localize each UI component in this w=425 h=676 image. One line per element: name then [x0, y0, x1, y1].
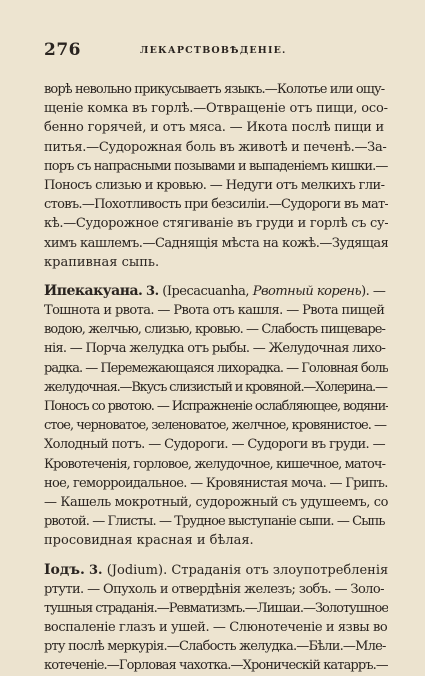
text-line: воспаленіе глазъ и ушей. — Слюнотеченіе и язвы во	[44, 620, 388, 636]
entry-name: Ипекакуана.	[44, 282, 143, 299]
entry-first-line	[44, 282, 388, 301]
entry-latin-name: (Ipecacuanha,	[162, 283, 250, 299]
text-line: рту послѣ меркурія.—Слабость желудка.—Бѣли.—Мле-	[44, 639, 386, 655]
text-line: Холодный потъ. — Судороги. — Судороги въ груди. —	[44, 437, 385, 453]
page-number: 276	[44, 40, 81, 60]
entry-name: Іодъ.	[44, 561, 85, 578]
running-title: ЛЕКАРСТВОВѢДЕНІЕ.	[140, 45, 287, 56]
entry-first-text: (Jodium). Страданія отъ злоупотребленія	[106, 562, 388, 578]
entry-ipecacuanha	[44, 282, 388, 551]
page-body	[44, 80, 388, 676]
entry-russian-name: Рвотный корень	[252, 283, 362, 299]
text-line: химъ кашлемъ.—Саднящія мѣста на кожѣ.—Зудящая	[44, 235, 388, 251]
text-line: ное, геморроидальное. — Кровянистая моча. — Грипъ.	[44, 475, 388, 491]
entry-first-line	[44, 561, 388, 580]
text-line: ворѣ невольно прикусываетъ языкъ.—Колотье или ощу-	[44, 82, 385, 97]
text-line: ртути. — Опухоль и отвердѣнія железъ; зобъ. — Золо-	[44, 581, 384, 597]
text-line: тушныя страданія.—Ревматизмъ.—Лишаи.—Золотушное	[44, 600, 388, 616]
intro-paragraph	[44, 80, 388, 272]
text-line: питья.—Судорожная боль въ животѣ и печенѣ.—За-	[44, 139, 387, 155]
text-line: — Кашель мокротный, судорожный съ удушеемъ, со	[44, 494, 388, 510]
text-line: рвотой. — Глисты. — Трудное выступаніе сыпи. — Сыпь	[44, 514, 385, 530]
text-line: нія. — Порча желудка отъ рыбы. — Желудочная лихо-	[44, 341, 386, 357]
text-line: желудочная.—Вкусъ слизистый и кровяной.—Холерина.—	[44, 379, 387, 395]
text-line: крапивная сыпь.	[44, 254, 160, 270]
entry-dilution: 3.	[146, 283, 159, 299]
text-line: стовъ.—Похотливость при безсиліи.—Судороги въ мат-	[44, 197, 388, 213]
entry-iodine	[44, 561, 388, 676]
page-header	[44, 40, 388, 62]
text-line: Кровотеченія, горловое, желудочное, кишечное, маточ-	[44, 456, 386, 472]
text-line: Тошнота и рвота. — Рвота отъ кашля. — Рвота пищей	[44, 303, 385, 319]
text-line: просовидная красная и бѣлая.	[44, 533, 254, 549]
text-line: Поносъ слизью и кровью. — Недуги отъ мелкихъ гли-	[44, 177, 385, 193]
text-line: Поносъ со рвотою. — Испражненіе ослабляющее, водяни-	[44, 399, 388, 414]
text-line: щеніе комка въ горлѣ.—Отвращеніе отъ пищи, осо-	[44, 101, 388, 117]
text-line: поръ съ напрасными позывами и выпаденіемъ кишки.—	[44, 158, 388, 174]
entry-punctuation: ). —	[361, 283, 386, 299]
text-line: котеченіе.—Горловая чахотка.—Хроническій катарръ.—	[44, 658, 388, 674]
entry-dilution: 3.	[88, 562, 103, 578]
text-line: водою, желчью, слизью, кровью. — Слабость пищеваре-	[44, 322, 386, 338]
text-line: радка. — Перемежающаяся лихорадка. — Головная боль	[44, 360, 388, 376]
text-line: бенно горячей, и отъ мяса. — Икота послѣ пищи и	[44, 120, 384, 136]
text-line: кѣ.—Судорожное стягиваніе въ груди и горлѣ съ су-	[44, 216, 388, 232]
text-line: стое, черноватое, зеленоватое, желчное, кровянистое. —	[44, 418, 387, 434]
